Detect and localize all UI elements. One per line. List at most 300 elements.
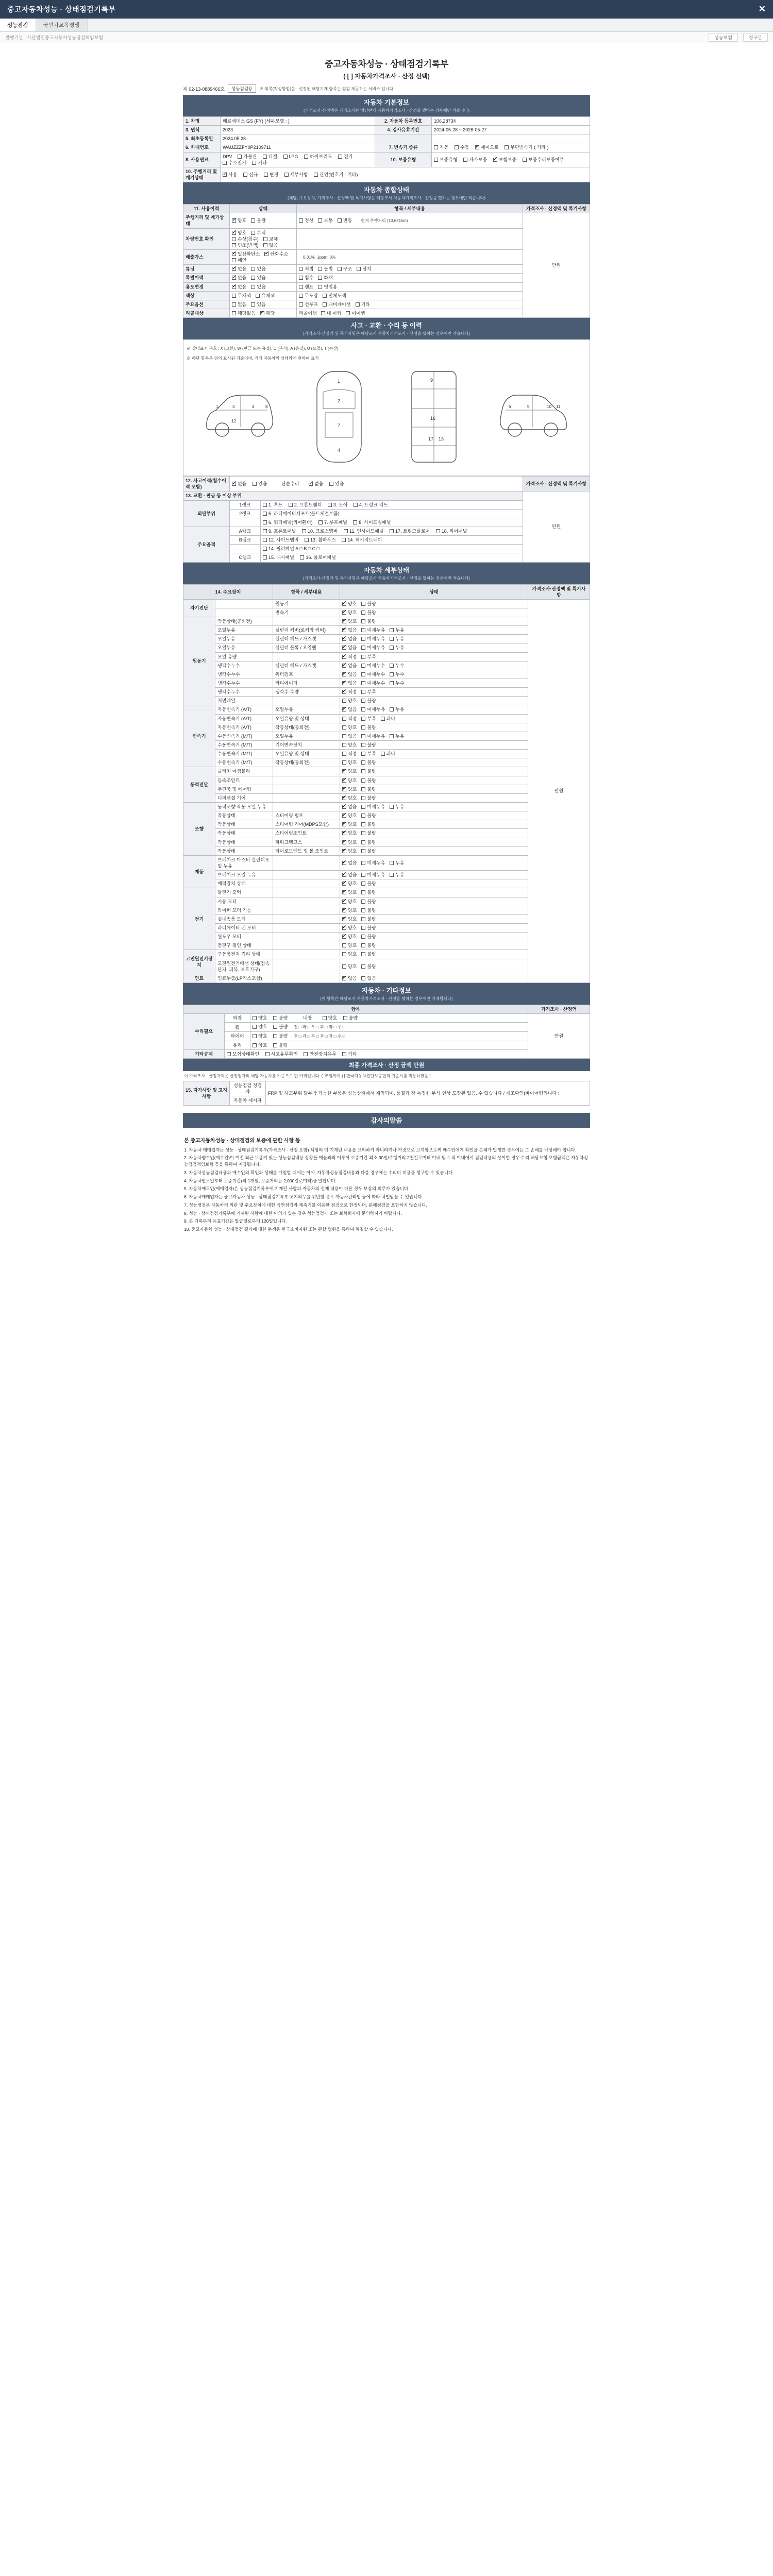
- accident-label-history: 12. 사고이력(침수이력 포함): [183, 477, 230, 492]
- checkbox-interior-bad[interactable]: 불량: [343, 1015, 358, 1021]
- checkbox-warranty-self[interactable]: 자가보증: [463, 157, 487, 163]
- status-row-state: [230, 213, 297, 228]
- checkbox-detail-option[interactable]: [342, 812, 357, 819]
- checkbox-detail-option[interactable]: [342, 942, 357, 948]
- detail-group-label: 조향: [183, 803, 215, 856]
- checkbox-detail-option[interactable]: [342, 830, 357, 836]
- checkbox-detail-option[interactable]: [361, 880, 376, 887]
- checkbox-detail-option[interactable]: [361, 786, 376, 792]
- checkbox-box: [361, 831, 365, 835]
- detail-item-label: 자동변속기 (A/T): [215, 714, 273, 723]
- checkbox-box: [263, 237, 267, 241]
- diagram-note-1: ※ 상태표시 부호 : X (교환), W (판금 또는 용접), C (부식), A (흠집), U (요철), T (손상): [187, 346, 339, 351]
- checkbox-box: [390, 681, 394, 685]
- checkbox-status-option[interactable]: [232, 310, 256, 316]
- checkbox-status-suboption[interactable]: [338, 266, 352, 272]
- checkbox-box: [318, 276, 322, 280]
- checkbox-glass-bad[interactable]: 불량: [273, 1042, 288, 1048]
- checkbox-status-suboption[interactable]: [318, 266, 332, 272]
- checkbox-status-option[interactable]: [251, 230, 265, 236]
- checkbox-detail-option[interactable]: [390, 860, 404, 866]
- checkbox-label: 변조(변색): [238, 242, 259, 248]
- checkbox-box: [264, 252, 268, 256]
- basic-value-vin: WAUZZZFY0P2109711: [221, 143, 375, 152]
- accident-items: [261, 527, 523, 535]
- detail-sub-label: [273, 897, 340, 906]
- checkbox-box: [361, 976, 365, 980]
- detail-item-label: 와이퍼 모터 기능: [215, 906, 273, 914]
- checkbox-status-option[interactable]: [251, 301, 265, 308]
- checkbox-mileage-ok[interactable]: ✓사용: [223, 172, 237, 178]
- detail-state: [340, 608, 528, 617]
- checkbox-detail-option[interactable]: [342, 663, 357, 669]
- checkbox-detail-option[interactable]: [361, 934, 376, 940]
- checkbox-status-suboption[interactable]: [323, 301, 350, 308]
- checkbox-status-option[interactable]: [251, 284, 265, 290]
- checkbox-status-option[interactable]: [232, 284, 246, 290]
- checkbox-warranty-insurance[interactable]: ✓ 보험보증: [493, 157, 517, 163]
- detail-sub-label: 원동기: [273, 599, 340, 608]
- checkbox-detail-option[interactable]: [342, 689, 357, 695]
- checkbox-label: 불량: [367, 609, 376, 615]
- checkbox-detail-option[interactable]: [361, 963, 376, 970]
- checkbox-detail-option[interactable]: [361, 821, 376, 827]
- tab-label: 성능점검: [7, 22, 28, 28]
- checkbox-detail-option[interactable]: [342, 618, 357, 624]
- checkbox-detail-option[interactable]: [361, 975, 376, 981]
- checkbox-status-option[interactable]: [263, 242, 278, 248]
- checkbox-box: [342, 908, 346, 912]
- checkbox-detail-option[interactable]: [342, 733, 357, 739]
- checkbox-detail-option[interactable]: [361, 889, 376, 895]
- tab-performance-check[interactable]: [0, 19, 36, 31]
- checkbox-part[interactable]: 1. 후드: [263, 502, 282, 508]
- accident-items: [261, 509, 523, 518]
- checkbox-detail-option[interactable]: [361, 804, 385, 810]
- checkbox-part[interactable]: 6. 쿼터패널(리어휀더): [263, 519, 313, 526]
- checkbox-part[interactable]: 9. 프론트패널: [263, 528, 296, 534]
- checkbox-detail-option[interactable]: [361, 916, 376, 922]
- checkbox-detail-option[interactable]: [342, 645, 357, 651]
- table-row: [183, 599, 590, 608]
- checkbox-detail-option[interactable]: [342, 671, 357, 677]
- checkbox-detail-option[interactable]: [361, 636, 385, 642]
- checkbox-detail-option[interactable]: [361, 724, 376, 731]
- checkbox-part[interactable]: 16. 플로어패널: [300, 554, 335, 561]
- checkbox-detail-option[interactable]: [342, 636, 357, 642]
- checkbox-status-suboption[interactable]: [338, 217, 352, 224]
- checkbox-mileage-detail[interactable]: 세부사항: [284, 172, 308, 178]
- checkbox-simple-repair-none[interactable]: ✓ 없음: [309, 481, 323, 487]
- row-no: 3.: [186, 127, 190, 133]
- checkbox-detail-option[interactable]: [342, 680, 357, 686]
- checkbox-fuel-other[interactable]: 기타: [252, 160, 266, 166]
- checkbox-wheel-good[interactable]: 양호: [253, 1024, 267, 1030]
- detail-head-price: 가격조사·산정액 및 특기사항: [528, 584, 590, 599]
- checkbox-box: [361, 690, 365, 694]
- checkbox-detail-option[interactable]: [361, 751, 376, 757]
- checkbox-detail-option[interactable]: [342, 627, 357, 633]
- checkbox-status-option[interactable]: [232, 242, 259, 248]
- checkbox-box: [361, 943, 365, 947]
- checkbox-status-suboption[interactable]: [299, 266, 313, 272]
- checkbox-detail-option[interactable]: [361, 830, 376, 836]
- checkbox-part[interactable]: 11. 인사이드패널: [344, 528, 384, 534]
- checkbox-detail-option[interactable]: [361, 925, 376, 931]
- status-head-no: 11. 사용이력: [183, 205, 230, 213]
- checkbox-detail-option[interactable]: [342, 716, 357, 722]
- checkbox-detail-option[interactable]: [342, 934, 357, 940]
- checkbox-detail-option[interactable]: [342, 706, 357, 713]
- checkbox-detail-option[interactable]: [342, 872, 357, 878]
- basic-label-mileage: [183, 167, 221, 182]
- status-sub-label: 리콜이행: [299, 310, 317, 316]
- detail-sub-label: 기어변속장치: [273, 741, 340, 750]
- checkbox-fuel-electric[interactable]: 전기: [338, 154, 352, 160]
- checkbox-detail-option[interactable]: [342, 951, 357, 957]
- detail-sub-label: 스티어링 펌프: [273, 811, 340, 820]
- table-header-row: [183, 205, 590, 213]
- checkbox-transmission-manual[interactable]: 수동: [455, 144, 469, 150]
- note-paragraph: 1. 자동차 매매업자는 성능 · 상태점검기록부(가격조사 · 산정 포함) 책임의 매 기재된 내용을 교의하거 마니라거나 거짓으로 고지함으로써 매수인에게 확인을 손해가 발생한 경우에는 그 손해를 배상해야 합니다.: [184, 1147, 577, 1153]
- checkbox-transmission-cvt[interactable]: 무단변속기 ( 기타 ): [505, 144, 548, 150]
- checkbox-detail-option[interactable]: [361, 907, 376, 913]
- checkbox-status-option[interactable]: [232, 266, 246, 272]
- checkbox-detail-option[interactable]: [361, 777, 376, 784]
- checkbox-fuel-lpg[interactable]: LPG: [283, 154, 298, 160]
- checkbox-exterior-good[interactable]: 양호: [253, 1015, 267, 1021]
- checkbox-part[interactable]: 13. 휠하우스: [305, 537, 336, 543]
- checkbox-other-accident[interactable]: 사고유무확인: [265, 1051, 298, 1057]
- checkbox-status-suboption[interactable]: [321, 310, 342, 316]
- checkbox-label: 누유: [395, 636, 405, 642]
- checkbox-other-etc[interactable]: 기타: [342, 1051, 357, 1057]
- checkbox-box: [346, 311, 350, 315]
- checkbox-detail-option[interactable]: [361, 812, 376, 819]
- checkbox-tire-bad[interactable]: 불량: [273, 1033, 288, 1039]
- basic-value-year: 2023: [221, 126, 375, 134]
- checkbox-label: 양호: [348, 952, 357, 957]
- checkbox-part[interactable]: 10. 크로스멤버: [302, 528, 338, 534]
- checkbox-label: 적정: [348, 751, 357, 757]
- checkbox-mileage-new[interactable]: 신규: [243, 172, 258, 178]
- checkbox-detail-option[interactable]: [342, 601, 357, 607]
- checkbox-detail-option[interactable]: [361, 860, 385, 866]
- checkbox-transmission-auto[interactable]: 자동: [434, 144, 448, 150]
- checkbox-part[interactable]: 14. 필러패널 A □ B □ C □: [263, 546, 320, 552]
- checkbox-status-suboption[interactable]: [318, 217, 332, 224]
- checkbox-status-suboption[interactable]: [323, 293, 346, 299]
- checkbox-detail-option[interactable]: [390, 733, 404, 739]
- checkbox-warranty-type[interactable]: 보증유형: [434, 157, 458, 163]
- checkbox-detail-option[interactable]: [361, 795, 376, 801]
- checkbox-box: [342, 900, 346, 904]
- checkbox-detail-option[interactable]: [390, 645, 404, 651]
- checkbox-detail-option[interactable]: [361, 716, 376, 722]
- checkbox-detail-option[interactable]: [342, 795, 357, 801]
- checkbox-detail-option[interactable]: [361, 848, 376, 854]
- checkbox-status-suboption[interactable]: [299, 293, 318, 299]
- checkbox-label: 있음: [257, 301, 266, 307]
- checkbox-detail-option[interactable]: [390, 680, 404, 686]
- checkbox-label: 내비게이션: [328, 301, 351, 307]
- row-label: 최초등록일: [191, 136, 213, 142]
- checkbox-detail-option[interactable]: [342, 821, 357, 827]
- checkbox-label: 불량: [367, 742, 376, 748]
- checkbox-label: 양호: [348, 769, 357, 774]
- detail-item-label: 실내송풍 모터: [215, 914, 273, 923]
- checkbox-box: [361, 707, 365, 711]
- checkbox-detail-option[interactable]: [342, 907, 357, 913]
- checkbox-status-option[interactable]: [232, 275, 246, 281]
- checkbox-status-suboption[interactable]: [299, 275, 313, 281]
- remarks-label: 15. 자가사항 및 고지사항: [183, 1081, 230, 1105]
- performance-insurance-button[interactable]: 성능보험: [709, 33, 738, 42]
- basic-label-blank: [375, 134, 432, 143]
- checkbox-detail-option[interactable]: [361, 706, 385, 713]
- checkbox-box: [342, 890, 346, 894]
- checkbox-part[interactable]: 12. 사이드멤버: [263, 537, 298, 543]
- checkbox-status-option[interactable]: [263, 236, 278, 242]
- detail-sub-label: [273, 923, 340, 932]
- checkbox-box: [361, 822, 365, 826]
- checkbox-status-option[interactable]: [251, 266, 265, 272]
- checkbox-status-option[interactable]: [256, 293, 275, 299]
- checkbox-status-option[interactable]: [251, 217, 265, 224]
- checkbox-box: [318, 267, 322, 271]
- detail-sub-label: [273, 803, 340, 811]
- checkbox-label: 부족: [367, 716, 376, 721]
- checkbox-label: 없음: [348, 636, 357, 642]
- checkbox-detail-option[interactable]: [342, 804, 357, 810]
- checkbox-detail-option[interactable]: [361, 618, 376, 624]
- checkbox-status-option[interactable]: [251, 275, 265, 281]
- checkbox-part[interactable]: 18. 리어패널: [436, 528, 467, 534]
- checkbox-fuel-diesel[interactable]: 디젤: [263, 154, 277, 160]
- checkbox-status-option[interactable]: [232, 251, 260, 257]
- checkbox-detail-option[interactable]: [361, 951, 376, 957]
- detail-state: [340, 705, 528, 714]
- checkbox-label: 양호: [348, 839, 357, 845]
- checkbox-mileage-other[interactable]: 관인(번호기 : 기타): [314, 172, 358, 178]
- checkbox-box: [232, 237, 236, 241]
- checkbox-part[interactable]: 4. 트렁크 리드: [354, 502, 388, 508]
- checkbox-detail-option[interactable]: [390, 627, 404, 633]
- checkbox-status-option[interactable]: [232, 236, 259, 242]
- checkbox-detail-option[interactable]: [342, 848, 357, 854]
- checkbox-detail-option[interactable]: [361, 872, 385, 878]
- checkbox-box: [342, 760, 346, 765]
- checkbox-label: 불량: [367, 601, 376, 606]
- checkbox-mileage-changed[interactable]: 변경: [264, 172, 278, 178]
- checkbox-box: [232, 285, 236, 289]
- basic-label-carname: [183, 117, 221, 126]
- checkbox-accident-yes[interactable]: 있음: [253, 481, 267, 487]
- checkbox-detail-option[interactable]: [390, 872, 404, 878]
- checkbox-simple-repair-yes[interactable]: 있음: [329, 481, 344, 487]
- checkbox-box: [361, 882, 365, 886]
- checkbox-status-suboption[interactable]: [318, 284, 337, 290]
- checkbox-detail-option[interactable]: [390, 706, 404, 713]
- checkbox-detail-option[interactable]: [381, 751, 395, 757]
- checkbox-detail-option[interactable]: [390, 636, 404, 642]
- checkbox-status-suboption[interactable]: [356, 301, 370, 308]
- checkbox-detail-option[interactable]: [361, 601, 376, 607]
- checkbox-status-option[interactable]: [264, 251, 288, 257]
- checkbox-status-suboption[interactable]: [299, 301, 318, 308]
- checkbox-fuel-hydrogen[interactable]: 수소전기: [223, 160, 246, 166]
- svg-text:12: 12: [231, 419, 236, 424]
- detail-head-no: 14. 주요장치: [183, 584, 273, 599]
- checkbox-box: [361, 935, 365, 939]
- detail-sub-label: [273, 879, 340, 888]
- detail-item-label: 작동상태: [215, 811, 273, 820]
- status-extra-text: 현재 주행거리 (13,621km): [361, 218, 408, 223]
- checkbox-part[interactable]: 7. 루프패널: [318, 519, 347, 526]
- checkbox-detail-option[interactable]: [342, 768, 357, 774]
- detail-item-label: 수동변속기 (M/T): [215, 758, 273, 767]
- checkbox-detail-option[interactable]: [390, 663, 404, 669]
- status-row-label: 주요옵션: [183, 300, 230, 309]
- checkbox-detail-option[interactable]: [361, 733, 385, 739]
- checkbox-interior-good[interactable]: 양호: [323, 1015, 337, 1021]
- checkbox-part[interactable]: 14. 패키지트레이: [342, 537, 382, 543]
- checkbox-detail-option[interactable]: [361, 768, 376, 774]
- checkbox-detail-option[interactable]: [342, 742, 357, 748]
- checkbox-detail-option[interactable]: [361, 609, 376, 616]
- checkbox-box: [342, 840, 346, 844]
- checkbox-detail-option[interactable]: [342, 889, 357, 895]
- checkbox-detail-option[interactable]: [342, 777, 357, 784]
- checkbox-detail-option[interactable]: [361, 654, 376, 660]
- svg-text:6: 6: [509, 404, 511, 410]
- checkbox-detail-option[interactable]: [361, 742, 376, 748]
- checkbox-part[interactable]: 5. 라디에이터서포트(볼트체결부품): [263, 511, 340, 517]
- checkbox-box: [361, 655, 365, 659]
- checkbox-detail-option[interactable]: [361, 839, 376, 845]
- checkbox-status-suboption[interactable]: [318, 275, 332, 281]
- checkbox-fuel-hybrid[interactable]: 하이브리드: [304, 154, 332, 160]
- checkbox-detail-option[interactable]: [342, 609, 357, 616]
- checkbox-label: 있음: [257, 284, 266, 290]
- row-label: 사용연료: [191, 157, 209, 162]
- checkbox-detail-option[interactable]: [361, 942, 376, 948]
- checkbox-part[interactable]: 3. 도어: [328, 502, 347, 508]
- checkbox-detail-option[interactable]: [342, 759, 357, 766]
- checkbox-box: [263, 243, 267, 247]
- checkbox-detail-option[interactable]: [342, 916, 357, 922]
- checkbox-detail-option[interactable]: [390, 804, 404, 810]
- checkbox-box: [361, 725, 365, 730]
- checkbox-glass-good[interactable]: 양호: [253, 1042, 267, 1048]
- checkbox-label: 불량: [367, 890, 376, 895]
- checkbox-box: [342, 619, 346, 623]
- table-header-row: [183, 584, 590, 599]
- checkbox-status-suboption[interactable]: [299, 217, 313, 224]
- detail-item-label: 자동변속기 (A/T): [215, 723, 273, 732]
- checkbox-label: 없음: [348, 860, 357, 866]
- checkbox-detail-option[interactable]: [361, 671, 385, 677]
- checkbox-detail-option[interactable]: [342, 698, 357, 704]
- checkbox-label: 양호: [348, 609, 357, 615]
- checkbox-box: [342, 917, 346, 921]
- checkbox-detail-option[interactable]: [381, 716, 395, 722]
- checkbox-part[interactable]: 17. 트렁크플로어: [390, 528, 430, 534]
- checkbox-detail-option[interactable]: [342, 839, 357, 845]
- checkbox-label: 선루프: [305, 301, 318, 307]
- checkbox-transmission-semiauto[interactable]: ✓ 세미오토: [475, 144, 499, 150]
- basic-value-fuel: [221, 152, 375, 167]
- checkbox-status-suboption[interactable]: [346, 310, 365, 316]
- checkbox-box: [361, 734, 365, 738]
- table-header-row: [183, 1005, 590, 1013]
- checkbox-status-option[interactable]: [232, 257, 246, 263]
- checkbox-label: 양호: [348, 831, 357, 836]
- checkbox-detail-option[interactable]: [342, 899, 357, 905]
- accident-tier: [230, 545, 261, 553]
- checkbox-part[interactable]: 8. 사이드실패널: [353, 519, 391, 526]
- checkbox-part[interactable]: 2. 프론트휀더: [289, 502, 322, 508]
- checkbox-status-option[interactable]: [232, 293, 251, 299]
- checkbox-box: [251, 267, 255, 271]
- checkbox-status-option[interactable]: [260, 310, 275, 316]
- checkbox-label: 없음: [348, 804, 357, 810]
- checkbox-detail-option[interactable]: [342, 880, 357, 887]
- checkbox-detail-option[interactable]: [342, 975, 357, 981]
- checkbox-fuel-gasoline[interactable]: 가솔린: [238, 154, 257, 160]
- checkbox-detail-option[interactable]: [390, 671, 404, 677]
- checkbox-other-insurance[interactable]: 보험상태확인: [227, 1051, 259, 1057]
- detail-item-label: 연료누출(LP가스포함): [215, 974, 273, 982]
- checkbox-label: 없음: [348, 663, 357, 668]
- checkbox-status-option[interactable]: [232, 301, 246, 308]
- checkbox-detail-option[interactable]: [361, 759, 376, 766]
- checkbox-detail-option[interactable]: [342, 963, 357, 970]
- checkbox-accident-none[interactable]: ✓없음: [232, 481, 246, 487]
- tab-bar: [0, 19, 773, 32]
- checkbox-detail-option[interactable]: [342, 724, 357, 731]
- section-status-header: [183, 182, 590, 204]
- checkbox-wheel-bad[interactable]: 불량: [273, 1024, 288, 1030]
- checkbox-detail-option[interactable]: [361, 899, 376, 905]
- checkbox-detail-option[interactable]: [361, 645, 385, 651]
- checkbox-tire-good[interactable]: 양호: [253, 1033, 267, 1039]
- checkbox-status-suboption[interactable]: [299, 284, 313, 290]
- row-no: 8.: [186, 157, 190, 162]
- checkbox-status-suboption[interactable]: [357, 266, 371, 272]
- checkbox-detail-option[interactable]: [361, 689, 376, 695]
- close-icon[interactable]: ✕: [758, 4, 766, 14]
- checkbox-detail-option[interactable]: [342, 654, 357, 660]
- checkbox-detail-option[interactable]: [342, 751, 357, 757]
- checkbox-warranty-repair[interactable]: 보증수리보증여부: [523, 157, 564, 163]
- classification-button[interactable]: 정구분: [743, 33, 768, 42]
- checkbox-detail-option[interactable]: [361, 680, 385, 686]
- tab-education[interactable]: [36, 19, 88, 31]
- checkbox-part[interactable]: 15. 대시패널: [263, 554, 294, 561]
- checkbox-status-option[interactable]: [232, 217, 246, 224]
- checkbox-detail-option[interactable]: [342, 925, 357, 931]
- checkbox-box: [361, 890, 365, 894]
- checkbox-detail-option[interactable]: [361, 663, 385, 669]
- checkbox-status-option[interactable]: [232, 230, 246, 236]
- checkbox-exterior-bad[interactable]: 불량: [273, 1015, 288, 1021]
- checkbox-detail-option[interactable]: [361, 698, 376, 704]
- checkbox-other-safety[interactable]: 안전장치유무: [304, 1051, 336, 1057]
- checkbox-detail-option[interactable]: [342, 860, 357, 866]
- checkbox-detail-option[interactable]: [342, 786, 357, 792]
- checkbox-detail-option[interactable]: [361, 627, 385, 633]
